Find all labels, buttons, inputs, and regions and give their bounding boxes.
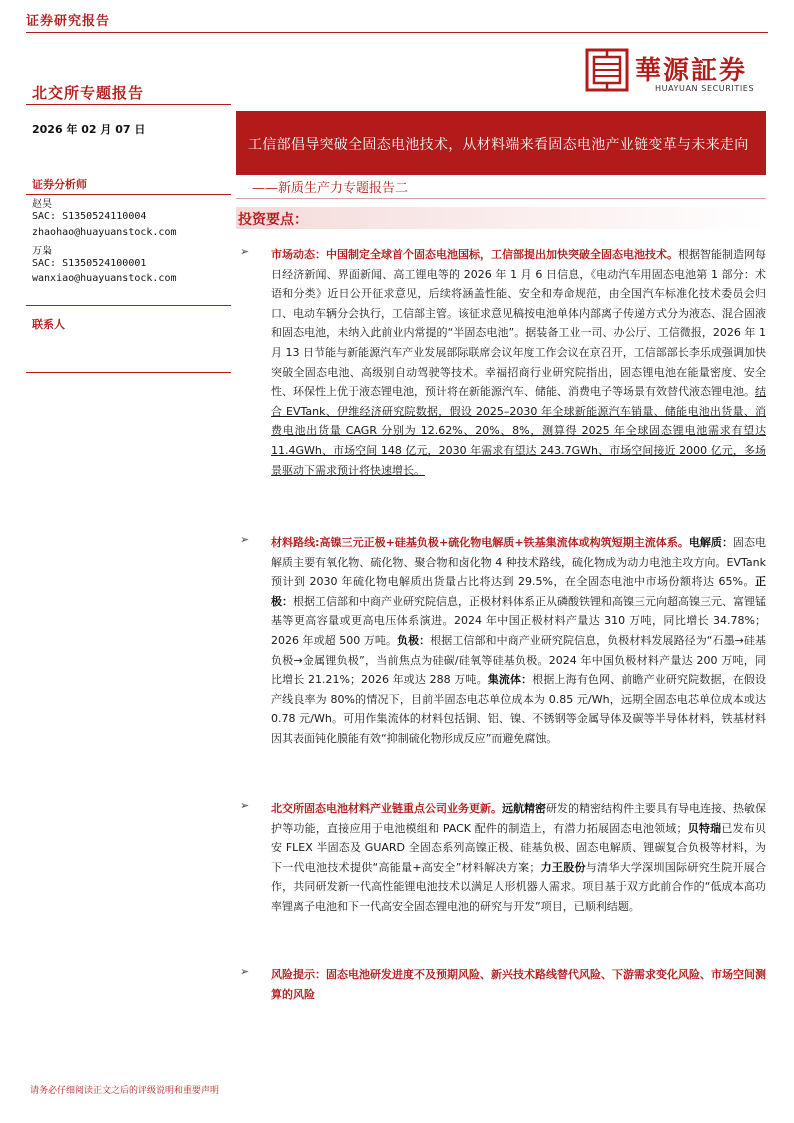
bullet-arrow-icon: ➢ <box>240 245 250 258</box>
analyst-heading: 证券分析师 <box>32 178 87 191</box>
key-point-market <box>240 245 766 480</box>
key-point-materials <box>240 533 766 749</box>
bullet-arrow-icon: ➢ <box>240 799 250 812</box>
analyst-name: 赵昊 <box>32 199 52 210</box>
contact-divider-bottom <box>26 372 231 373</box>
key-point-risks <box>240 965 766 1004</box>
key-point-highlight: 市场动态：中国制定全球首个固态电池国标，工信部提出加快突破全固态电池技术。 <box>271 248 678 261</box>
sub-label: 电解质： <box>688 536 733 549</box>
logo-name-en: HUAYUAN SECURITIES <box>655 84 755 93</box>
sub-text: 根据工信部和中商产业研究院信息，负极材料发展路径为“石墨→硅基负极→金属锂负极”，当前焦点为硅碳/硅氧等硅基负极。2024 年中国负极材料产量达 200 万吨，同比增长 21.21%；2026 年或达 288 万吨。 <box>271 633 767 687</box>
report-category: 北交所专题报告 <box>32 84 145 102</box>
analyst-email[interactable]: zhaohao@huayuanstock.com <box>32 227 177 238</box>
key-points-heading: 投资要点： <box>238 212 308 228</box>
sub-text: 根据上海有色网、前瞻产业研究院数据，在假设产线良率为 80%的情况下，目前半固态电芯单位成本为 0.85 元/Wh，远期全固态电芯单位成本或达 0.78 元/Wh。可用作集流体的材料包括铜、铝、镍、不锈钢等金属导体及碳等半导体材料，铁基材料因其表面钝化膜能有效“抑制硫化物形成反应”而避免腐蚀。 <box>271 673 767 745</box>
document-type-label: 证券研究报告 <box>26 14 111 29</box>
company-text: 与清华大学深圳国际研究生院开展合作，共同研发新一代高性能锂电池技术以满足人形机器人需求。项目基于双方此前合作的“低成本高功率锂离子电池和下一代高安全固态锂电池的研究与开发”项目，已顺利结题。 <box>271 860 766 913</box>
footer-disclaimer: 请务必仔细阅读正文之后的评级说明和重要声明 <box>30 1086 220 1096</box>
sub-text: 固态电解质主要有氧化物、硫化物、聚合物和卤化物 4 种技术路线，硫化物成为动力电池主攻方向。EVTank 预计到 2030 年硫化物电解质出货量占比将达到 29.5%，在全固态电池中市场份额将达 65%。 <box>271 536 767 589</box>
report-date: 2026 年 02 月 07 日 <box>32 123 146 136</box>
sub-label: 正极： <box>271 575 766 608</box>
company-text: 研发的精密结构件主要具有导电连接、热敏保护等功能，直接应用于电池模组和 PACK 配件的制造上，有潜力拓展固态电池领域； <box>271 802 766 835</box>
company-text: 已发布贝安 FLEX 半固态及 GUARD 全固态系列高镍正极、硅基负极、固态电解质、锂碳复合负极等材料，为下一代电池技术提供“高能量+高安全”材料解决方案； <box>271 821 766 874</box>
report-subtitle: ——新质生产力专题报告二 <box>252 181 409 196</box>
sub-text: 根据工信部和中商产业研究院信息，正极材料体系正从磷酸铁锂和高镍三元向超高镍三元、富锂锰基等更高容量或更高电压体系演进。2024 年中国正极材料产量达 310 万吨，同比增长 34.78%；2026 年或超 500 万吨。 <box>271 594 766 647</box>
category-divider <box>26 104 231 105</box>
analyst-email[interactable]: wanxiao@huayuanstock.com <box>32 273 177 284</box>
subtitle-divider <box>236 198 766 199</box>
logo-name-cn: 華源証券 <box>635 56 748 86</box>
top-divider <box>26 32 768 33</box>
risk-warning: 风险提示：固态电池研发进度不及预期风险、新兴技术路线替代风险、下游需求变化风险、市场空间测算的风险 <box>271 968 766 1001</box>
key-point-text: 根据智能制造网每日经济新闻、界面新闻、高工锂电等的 2026 年 1 月 6 日信息，《电动汽车用固态电池第 1 部分：术语和分类》近日公开征求意见，后续将涵盖性能、安全和寿命规范，由全国汽车标准化技术委员会归口、电动车辆分会执行，工信部主管。该征求意见稿按电池单体内部离子传递方式分为液态、混合固液和固态电池，未纳入此前业内常提的“半固态电池”。据装备工业一司、办公厅、工信微报，2026 年 1 月 13 日节能与新能源汽车产业发展部际联席会议年度工作会议在京召开，工信部部长李乐成强调加快突破全固态电池、高级别自动驾驶等技术。幸福招商行业研究院指出，固态锂电池在能量密度、安全性、环保性上优于液态锂电池，预计将在新能源汽车、储能、消费电子等场景有效替代液态锂电池。 <box>271 248 766 399</box>
key-point-companies <box>240 799 766 917</box>
analyst-sac: SAC: S1350524110004 <box>32 211 147 222</box>
key-point-highlight: 北交所固态电池材料产业链重点公司业务更新。 <box>271 802 502 815</box>
company-name: 力王股份 <box>540 860 586 874</box>
key-point-highlight: 材料路线:高镍三元正极+硅基负极+硫化物电解质+铁基集流体或构筑短期主流体系。 <box>271 536 689 549</box>
logo-seal-icon <box>585 48 629 92</box>
sub-label: 集流体： <box>487 673 533 687</box>
report-title: 工信部倡导突破全固态电池技术，从材料端来看固态电池产业链变革与未来走向 <box>248 137 749 153</box>
analyst-name: 万枭 <box>32 246 52 257</box>
company-name: 贝特瑞 <box>687 821 722 835</box>
key-points-header <box>236 207 766 229</box>
company-name: 远航精密 <box>502 802 546 815</box>
contact-divider-top <box>26 305 231 306</box>
company-logo <box>585 48 771 98</box>
bullet-arrow-icon: ➢ <box>240 533 250 546</box>
bullet-arrow-icon: ➢ <box>240 965 250 978</box>
key-point-underlined: 结合 EVTank、伊维经济研究院数据，假设 2025–2030 年全球新能源汽车销量、储能电池出货量、消费电池出货量 CAGR 分别为 12.62%、20%、8%，测算得 2025 年全球固态锂电池需求有望达 11.4GWh、市场空间 148 亿元，2030 年需求有望达 243.7GWh、市场空间接近 2000 亿元，多场景驱动下需求预计将快速增长。 <box>271 385 766 477</box>
title-banner <box>236 111 766 175</box>
analyst-sac: SAC: S1350524100001 <box>32 258 147 269</box>
sub-label: 负极： <box>397 633 431 647</box>
contact-heading: 联系人 <box>32 318 65 331</box>
analyst-divider <box>26 194 231 195</box>
